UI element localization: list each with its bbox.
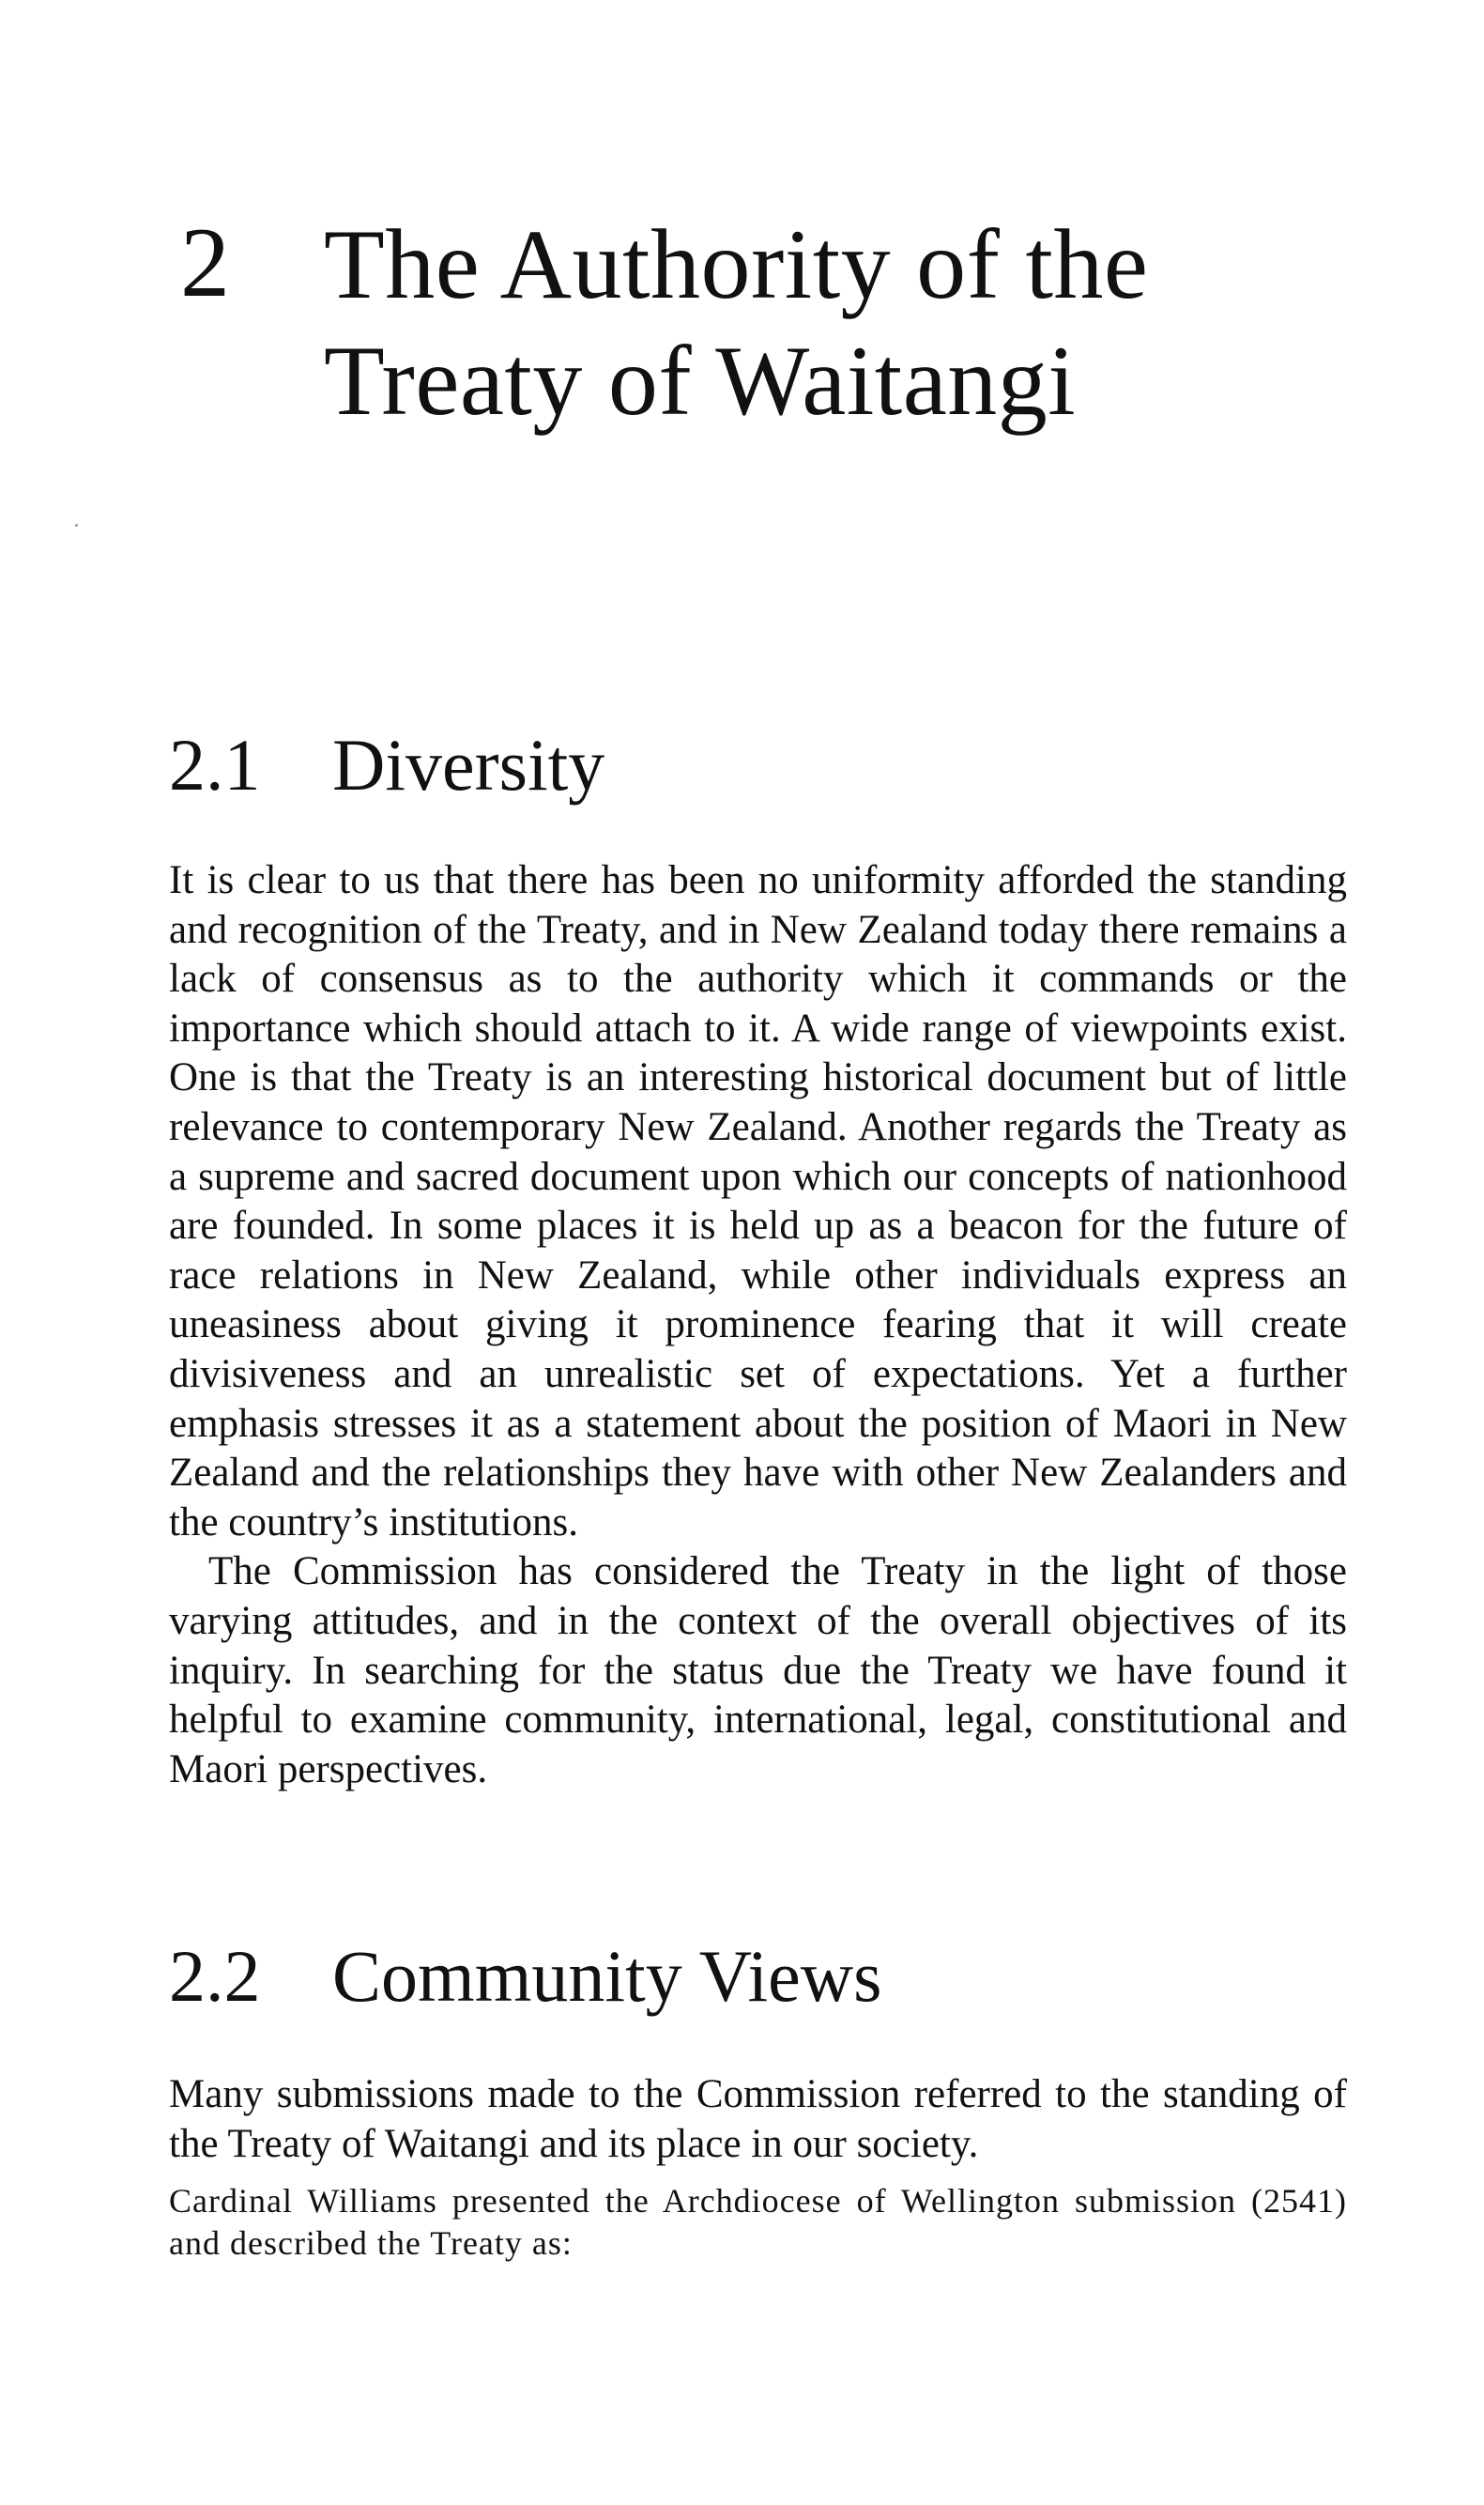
chapter-title-line-2: Treaty of Waitangi — [324, 326, 1077, 436]
chapter-title-line-1: The Authority of the — [324, 209, 1149, 319]
paragraph: The Commission has considered the Treaty in the light of those varying attitudes, and in the context of the overall objectives of its inquiry. In searching for the status due the Treaty we have found it helpful to examine community, international, legal, constitutional and Maori perspectives. — [169, 1549, 1347, 1791]
section-title: Diversity — [332, 724, 605, 806]
scan-speck — [75, 524, 78, 527]
section-body-diversity — [169, 856, 1347, 1794]
section-number: 2.1 — [169, 724, 261, 806]
section-title: Community Views — [332, 1935, 882, 2017]
chapter-title — [324, 207, 1328, 439]
paragraph: Cardinal Williams presented the Archdiocese of Wellington submission (2541) and described the Treaty as: — [169, 2182, 1347, 2262]
paragraph: It is clear to us that there has been no uniformity afforded the standing and recognition of the Treaty, and in New Zealand today there remains a lack of consensus as to the authority which it commands or the importance which should attach to it. A wide range of viewpoints exist. One is that the Treaty is an interesting historical document but of little relevance to contemporary New Zealand. Another regards the Treaty as a supreme and sacred document upon which our concepts of nationhood are founded. In some places it is held up as a beacon for the future of race relations in New Zealand, while other individuals express an uneasiness about giving it prominence fearing that it will create divisiveness and an unrealistic set of expectations. Yet a further emphasis stresses it as a statement about the position of Maori in New Zealand and the relationships they have with other New Zealanders and the country’s institutions. — [169, 858, 1347, 1544]
section-number: 2.2 — [169, 1935, 261, 2017]
section-heading-community-views — [169, 1934, 881, 2019]
section-heading-diversity — [169, 723, 604, 807]
chapter-number: 2 — [180, 207, 230, 317]
section-body-community-views — [169, 2070, 1347, 2169]
paragraph: Many submissions made to the Commission referred to the standing of the Treaty of Waitangi and its place in our society. — [169, 2072, 1347, 2166]
quote-introduction — [169, 2180, 1347, 2265]
